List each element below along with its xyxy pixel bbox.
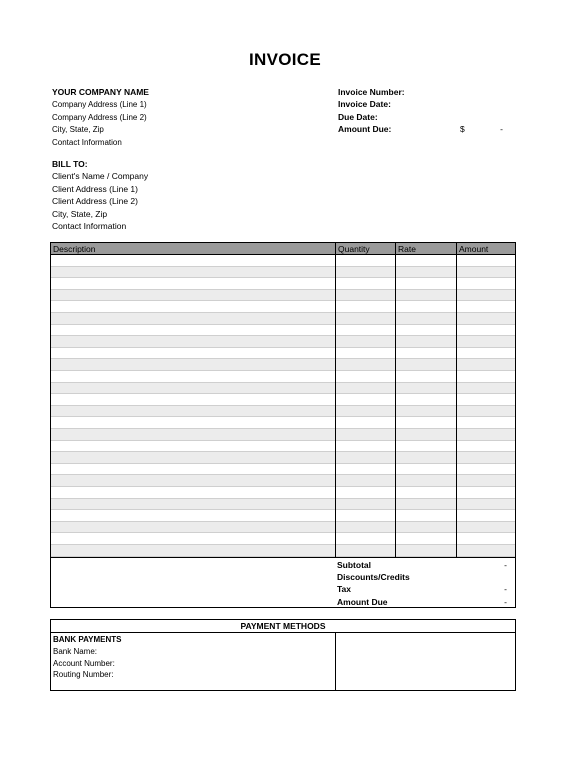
table-row xyxy=(51,278,515,290)
table-row xyxy=(51,487,515,499)
table-row xyxy=(51,290,515,302)
table-row xyxy=(51,452,515,464)
column-header-description: Description xyxy=(53,244,96,254)
payment-methods-heading: PAYMENT METHODS xyxy=(51,620,515,633)
payment-methods-box xyxy=(50,619,516,691)
totals-box xyxy=(50,557,516,608)
table-row xyxy=(51,499,515,511)
table-row xyxy=(51,267,515,279)
subtotal-row xyxy=(337,559,507,571)
invoice-date-row xyxy=(338,98,513,110)
column-divider xyxy=(335,243,336,557)
column-header-quantity: Quantity xyxy=(338,244,370,254)
client-city-state-zip: City, State, Zip xyxy=(52,208,108,219)
table-row xyxy=(51,359,515,371)
total-amount-due-value: - xyxy=(504,596,507,607)
table-row xyxy=(51,510,515,522)
company-city-state-zip: City, State, Zip xyxy=(52,125,104,135)
company-contact: Contact Information xyxy=(52,137,122,147)
totals-labels xyxy=(337,559,507,608)
column-divider xyxy=(456,243,457,557)
table-body xyxy=(51,255,515,557)
table-row xyxy=(51,394,515,406)
bill-to xyxy=(52,158,148,232)
column-divider xyxy=(395,243,396,557)
column-header-rate: Rate xyxy=(398,244,416,254)
table-row xyxy=(51,429,515,441)
routing-number-label: Routing Number: xyxy=(53,670,114,680)
subtotal-value: - xyxy=(504,560,507,570)
bank-name-label: Bank Name: xyxy=(53,646,98,656)
table-row xyxy=(51,522,515,534)
table-row xyxy=(51,313,515,325)
invoice-number-label: Invoice Number: xyxy=(338,87,405,97)
currency-symbol: $ xyxy=(460,124,465,135)
company-info xyxy=(52,86,149,149)
table-row xyxy=(51,348,515,360)
total-amount-due-label: Amount Due xyxy=(337,596,388,607)
discounts-label: Discounts/Credits xyxy=(337,572,410,583)
table-row xyxy=(51,301,515,313)
table-row xyxy=(51,441,515,453)
table-header xyxy=(51,243,515,255)
table-row xyxy=(51,383,515,395)
table-row xyxy=(51,325,515,337)
invoice-number-row xyxy=(338,86,513,98)
amount-due-value: - xyxy=(500,124,503,135)
payment-divider xyxy=(335,633,336,690)
company-name: YOUR COMPANY NAME xyxy=(52,87,149,97)
tax-value: - xyxy=(504,584,507,595)
table-row xyxy=(51,371,515,383)
bank-payments xyxy=(53,634,121,681)
total-amount-due-row xyxy=(337,596,507,608)
table-row xyxy=(51,255,515,267)
amount-due-label: Amount Due: xyxy=(338,124,392,135)
company-address-line1: Company Address (Line 1) xyxy=(52,100,147,110)
table-row xyxy=(51,533,515,545)
table-row xyxy=(51,475,515,487)
tax-label: Tax xyxy=(337,584,352,595)
due-date-label: Due Date: xyxy=(338,111,378,122)
column-header-amount: Amount xyxy=(459,244,489,254)
tax-row xyxy=(337,583,507,595)
bank-payments-heading: BANK PAYMENTS xyxy=(53,635,122,644)
bill-to-heading: BILL TO: xyxy=(52,159,88,169)
table-row xyxy=(51,336,515,348)
subtotal-label: Subtotal xyxy=(337,560,371,570)
client-name: Client's Name / Company xyxy=(52,171,149,182)
table-row xyxy=(51,406,515,418)
discounts-row xyxy=(337,571,507,583)
line-items-table xyxy=(50,242,516,558)
company-address-line2: Company Address (Line 2) xyxy=(52,112,147,122)
table-row xyxy=(51,545,515,557)
due-date-row xyxy=(338,111,513,123)
client-address-line1: Client Address (Line 1) xyxy=(52,183,138,194)
amount-due-row xyxy=(338,123,513,135)
table-row xyxy=(51,417,515,429)
table-row xyxy=(51,464,515,476)
client-address-line2: Client Address (Line 2) xyxy=(52,196,138,207)
account-number-label: Account Number: xyxy=(53,658,115,668)
invoice-title: INVOICE xyxy=(248,50,321,69)
client-contact: Contact Information xyxy=(52,221,127,232)
invoice-meta xyxy=(338,86,513,136)
invoice-date-label: Invoice Date: xyxy=(338,99,391,110)
